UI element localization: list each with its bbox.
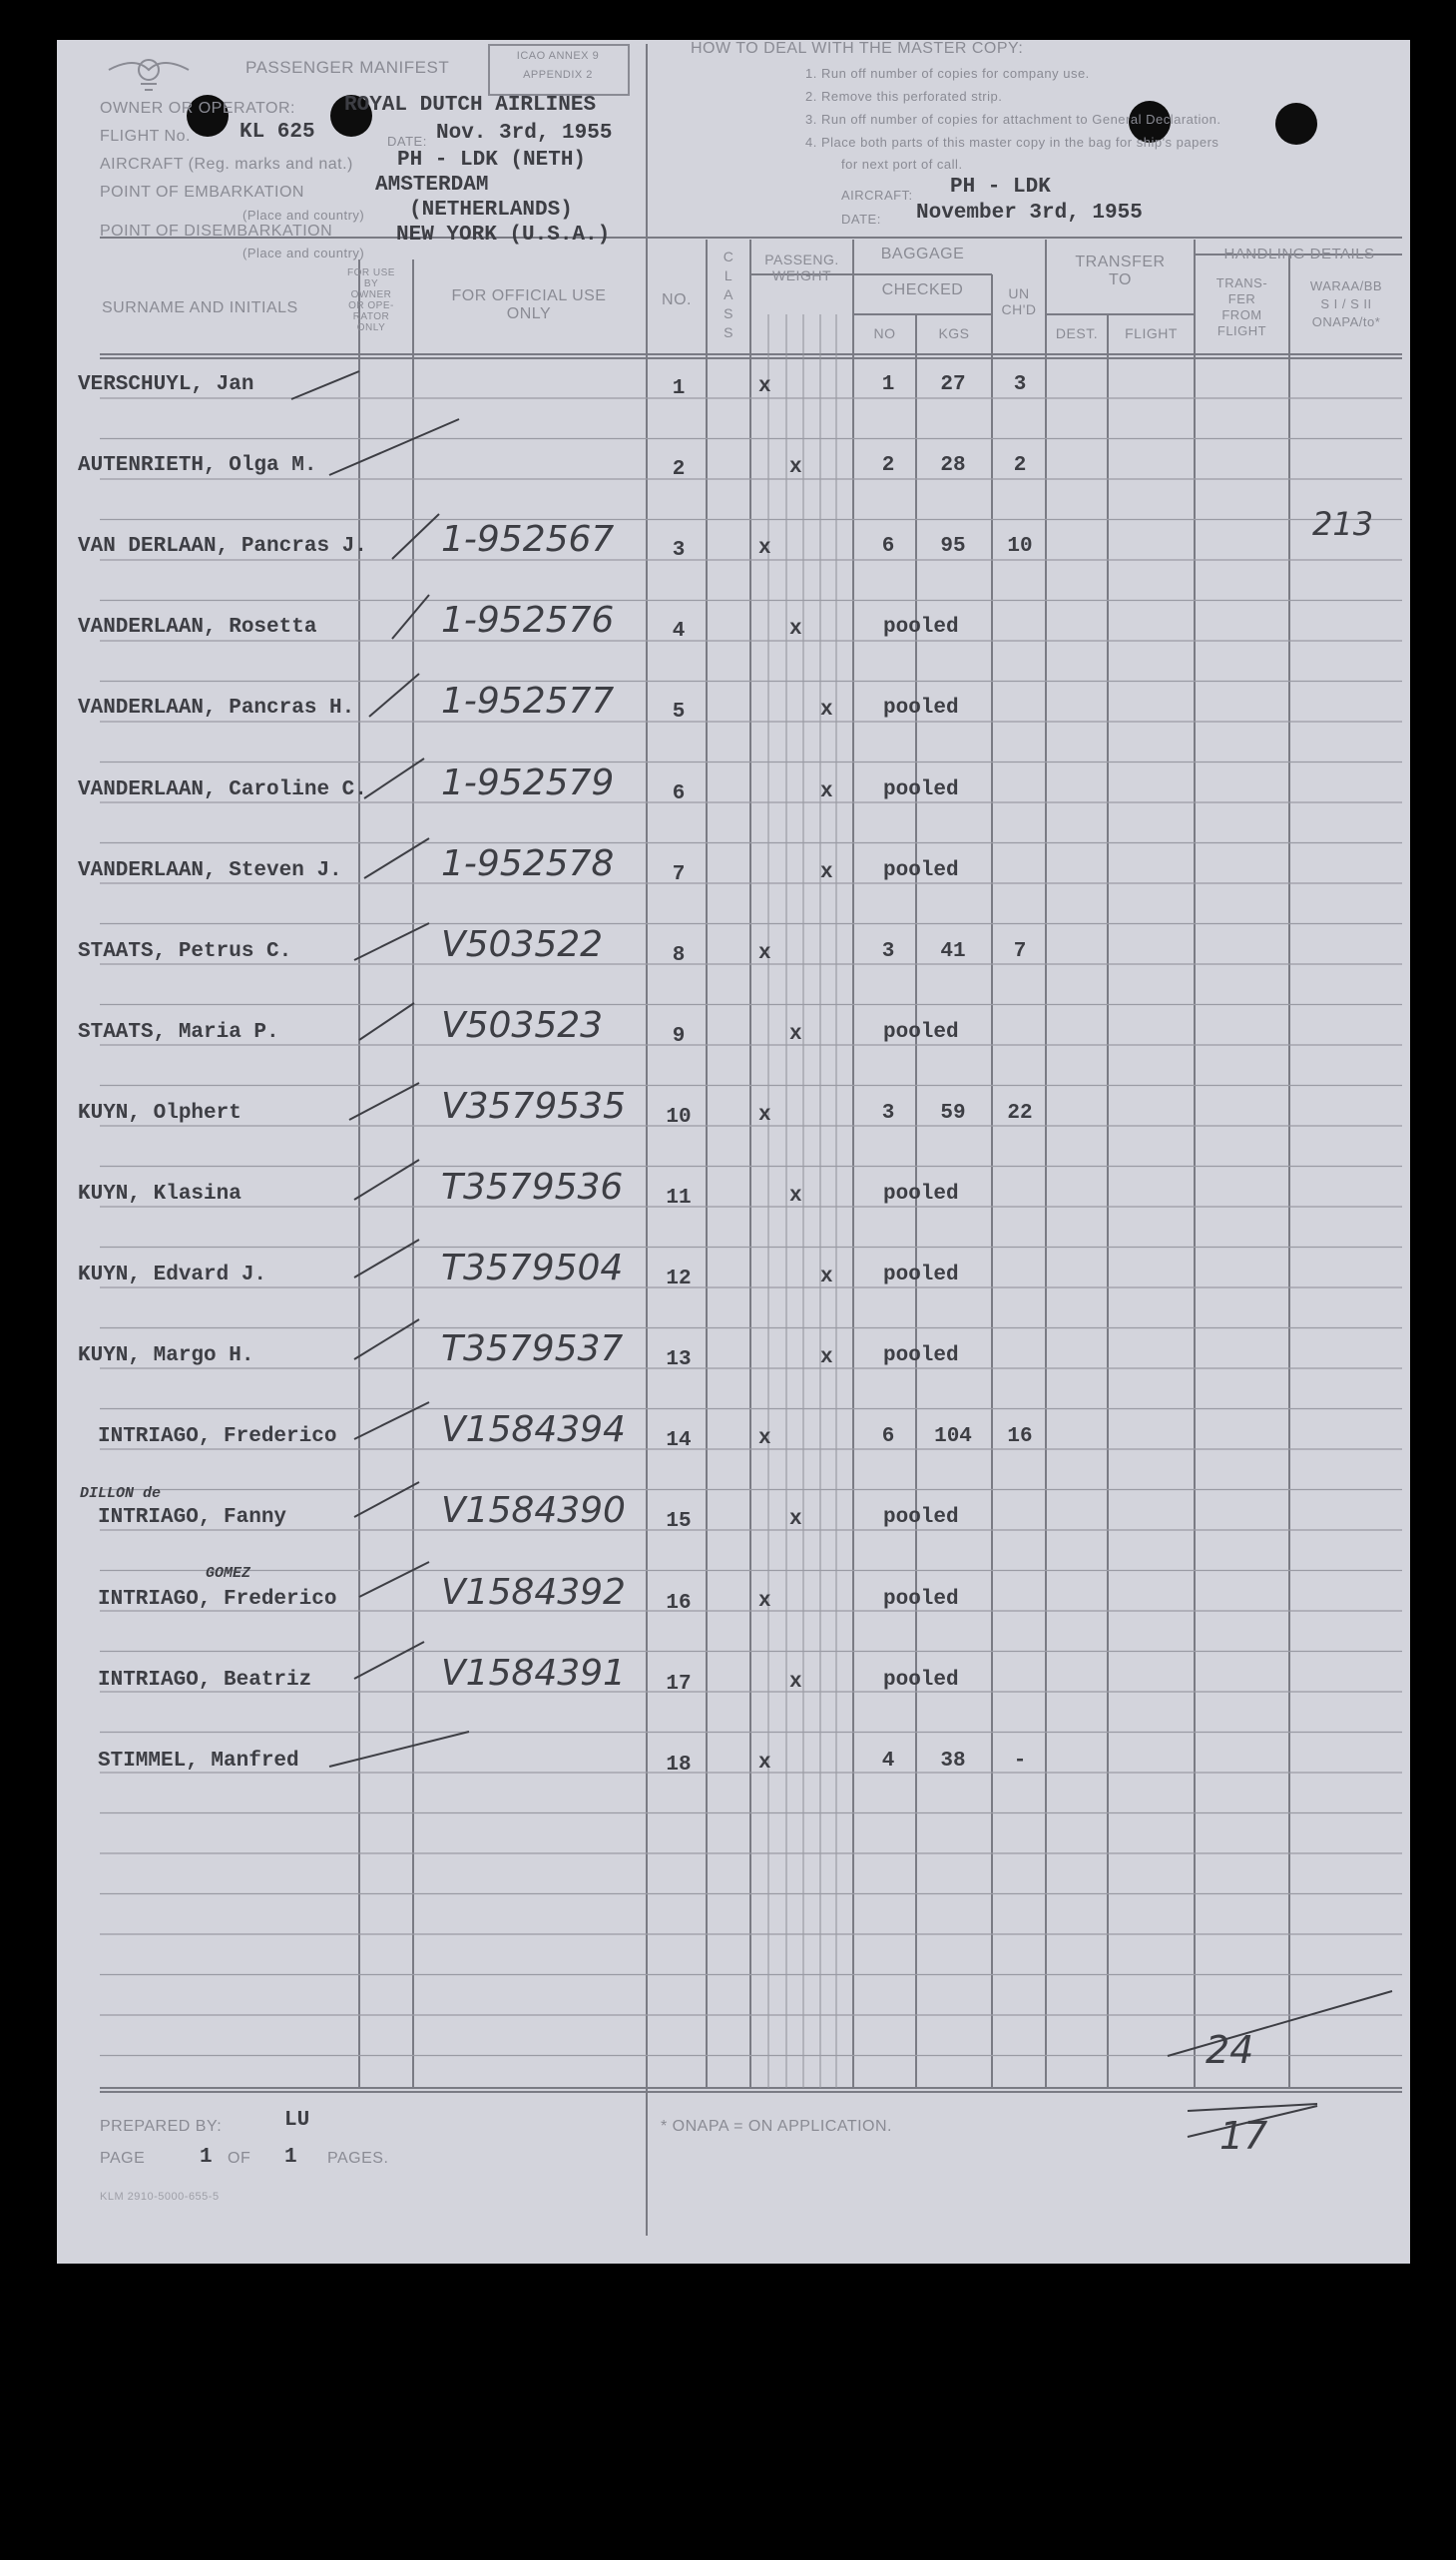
- unchecked-count: 10: [1007, 535, 1033, 559]
- col-transfer: TRANSFER TO: [1075, 254, 1166, 288]
- weight-mark: x: [820, 1346, 833, 1370]
- form-title: PASSENGER MANIFEST: [245, 58, 450, 77]
- passenger-name: INTRIAGO, Beatriz: [98, 1668, 312, 1692]
- baggage-pooled: pooled: [883, 1587, 959, 1611]
- baggage-count: 3: [881, 939, 895, 963]
- form-code: KLM 2910-5000-655-5: [100, 2191, 220, 2203]
- passenger-name: AUTENRIETH, Olga M.: [78, 454, 317, 478]
- embarkation-value: AMSTERDAM: [375, 174, 489, 197]
- baggage-pooled: pooled: [883, 1344, 959, 1368]
- unchecked-count: 16: [1007, 1425, 1033, 1449]
- baggage-count: 6: [881, 1425, 895, 1449]
- baggage-kgs: 95: [940, 535, 966, 559]
- baggage-count: 3: [881, 1101, 895, 1125]
- owner-value: ROYAL DUTCH AIRLINES: [344, 94, 597, 117]
- document-number: 1-952579: [441, 762, 615, 803]
- passenger-name: KUYN, Margo H.: [78, 1344, 254, 1368]
- baggage-pooled: pooled: [883, 1668, 959, 1692]
- document-number: 1-952567: [441, 519, 615, 561]
- baggage-count: 1: [881, 373, 895, 396]
- icao-reference-line1: ICAO ANNEX 9: [516, 50, 600, 62]
- weight-mark: x: [758, 537, 771, 561]
- col-checked-kgs: KGS: [938, 325, 970, 341]
- row-number: 7: [672, 862, 686, 886]
- flight-label: FLIGHT No.: [100, 128, 191, 145]
- flight-value: KL 625: [240, 121, 315, 144]
- baggage-count: 6: [881, 535, 895, 559]
- document-number: V1584390: [441, 1490, 626, 1532]
- weight-mark: x: [789, 456, 802, 480]
- baggage-kgs: 41: [940, 939, 966, 963]
- master-aircraft-label: AIRCRAFT:: [841, 188, 913, 203]
- col-dest: DEST.: [1055, 325, 1099, 341]
- row-number: 13: [666, 1348, 692, 1372]
- passenger-name: VANDERLAAN, Pancras H.: [78, 697, 355, 721]
- col-unchecked: UN CH'D: [1001, 285, 1037, 317]
- unchecked-count: 2: [1013, 454, 1027, 478]
- row-number: 2: [672, 458, 686, 482]
- document-number: T3579537: [441, 1328, 624, 1370]
- embarkation-label: POINT OF EMBARKATION: [100, 184, 304, 201]
- instruction-3: 3. Run off number of copies for attachment to General Declaration.: [805, 112, 1221, 127]
- baggage-pooled: pooled: [883, 858, 959, 882]
- baggage-pooled: pooled: [883, 1020, 959, 1044]
- aircraft-label: AIRCRAFT (Reg. marks and nat.): [100, 156, 353, 173]
- instructions-title: HOW TO DEAL WITH THE MASTER COPY:: [691, 40, 1024, 57]
- weight-mark: x: [789, 1508, 802, 1532]
- row-number: 14: [666, 1429, 692, 1453]
- weight-mark: x: [758, 375, 771, 398]
- airline-logo: [105, 48, 193, 94]
- instruction-4: 4. Place both parts of this master copy in the bag for ship's papers: [805, 135, 1219, 150]
- document-number: 1-952578: [441, 842, 615, 884]
- passenger-name: STAATS, Petrus C.: [78, 939, 292, 963]
- passenger-name: KUYN, Klasina: [78, 1183, 242, 1206]
- passenger-name: VANDERLAAN, Caroline C.: [78, 777, 367, 801]
- document-number: V503523: [441, 1004, 604, 1046]
- instruction-1: 1. Run off number of copies for company use.: [805, 66, 1090, 81]
- instruction-2: 2. Remove this perforated strip.: [805, 89, 1003, 104]
- document-number: V1584392: [441, 1571, 626, 1613]
- col-flight: FLIGHT: [1125, 325, 1178, 341]
- master-aircraft-value: PH - LDK: [950, 176, 1051, 199]
- passenger-name: KUYN, Edvard J.: [78, 1264, 267, 1287]
- baggage-pooled: pooled: [883, 616, 959, 640]
- passenger-name: VAN DERLAAN, Pancras J.: [78, 535, 367, 559]
- weight-mark: x: [789, 618, 802, 642]
- baggage-count: 2: [881, 454, 895, 478]
- document-number: T3579504: [441, 1248, 624, 1289]
- col-passenger-weight: PASSENG. WEIGHT: [764, 252, 839, 283]
- date-label: DATE:: [387, 134, 427, 149]
- col-baggage: BAGGAGE: [880, 246, 965, 262]
- owner-label: OWNER OR OPERATOR:: [100, 100, 295, 117]
- baggage-pooled: pooled: [883, 777, 959, 801]
- document-number: V503522: [441, 923, 604, 965]
- row-number: 1: [672, 377, 686, 400]
- of-label: OF: [228, 2150, 251, 2167]
- passenger-name: STIMMEL, Manfred: [98, 1749, 299, 1773]
- page-label: PAGE: [100, 2150, 146, 2167]
- icao-reference-line2: APPENDIX 2: [523, 69, 593, 81]
- passenger-name: VANDERLAAN, Steven J.: [78, 858, 342, 882]
- col-class: C L A S S: [723, 249, 734, 340]
- master-date-label: DATE:: [841, 212, 881, 227]
- document-number: V1584391: [441, 1652, 626, 1694]
- col-official-use: FOR OFFICIAL USE ONLY: [451, 287, 607, 322]
- prepared-by-label: PREPARED BY:: [100, 2118, 223, 2135]
- weight-mark: x: [789, 1670, 802, 1694]
- prepared-by-value: LU: [284, 2109, 310, 2132]
- baggage-pooled: pooled: [883, 1264, 959, 1287]
- annotation-frederico-suffix: GOMEZ: [206, 1565, 251, 1582]
- baggage-kgs: 28: [940, 454, 966, 478]
- page-number: 1: [200, 2146, 213, 2169]
- weight-mark: x: [789, 1022, 802, 1046]
- col-checked: CHECKED: [881, 281, 964, 298]
- unchecked-count: 22: [1007, 1101, 1033, 1125]
- weight-mark: x: [758, 1427, 771, 1451]
- pages-label: PAGES.: [327, 2150, 389, 2167]
- row-number: 4: [672, 620, 686, 644]
- col-transfer-from-flight: TRANS- FER FROM FLIGHT: [1215, 275, 1268, 338]
- disembarkation-value: NEW YORK (U.S.A.): [396, 224, 611, 247]
- document-number: 1-952577: [441, 681, 615, 723]
- col-waraa: WARAA/BB S I / S II ONAPA/to*: [1309, 278, 1383, 329]
- embarkation-country: (NETHERLANDS): [409, 199, 573, 222]
- master-date-value: November 3rd, 1955: [916, 202, 1143, 225]
- row-number: 8: [672, 943, 686, 967]
- weight-mark: x: [758, 1751, 771, 1775]
- row-number: 16: [666, 1591, 692, 1615]
- annotation-total-bottom: 17: [1219, 2114, 1268, 2158]
- handling-code: 213: [1312, 505, 1374, 544]
- passenger-name: INTRIAGO, Frederico: [98, 1425, 337, 1449]
- col-owner-use: FOR USE BY OWNER OR OPE- RATOR ONLY: [347, 267, 395, 333]
- weight-mark: x: [820, 699, 833, 723]
- passenger-name: STAATS, Maria P.: [78, 1020, 279, 1044]
- col-checked-no: NO: [873, 325, 896, 341]
- weight-mark: x: [820, 860, 833, 884]
- weight-mark: x: [789, 1185, 802, 1208]
- col-surname: SURNAME AND INITIALS: [102, 299, 298, 316]
- baggage-kgs: 27: [940, 373, 966, 396]
- page-total: 1: [284, 2146, 297, 2169]
- baggage-count: 4: [881, 1749, 895, 1773]
- document-number: T3579536: [441, 1167, 624, 1208]
- document-number: V1584394: [441, 1409, 626, 1451]
- baggage-pooled: pooled: [883, 1506, 959, 1530]
- weight-mark: x: [820, 779, 833, 803]
- weight-mark: x: [758, 941, 771, 965]
- row-number: 10: [666, 1105, 692, 1129]
- row-number: 11: [666, 1187, 692, 1210]
- col-handling-details: HANDLING DETAILS: [1223, 246, 1375, 262]
- passenger-name: INTRIAGO, Fanny: [98, 1506, 287, 1530]
- baggage-kgs: 59: [940, 1101, 966, 1125]
- document-number: V3579535: [441, 1085, 626, 1127]
- weight-mark: x: [758, 1103, 771, 1127]
- row-number: 12: [666, 1268, 692, 1291]
- annotation-total-top: 24: [1206, 2028, 1254, 2072]
- passenger-name: VERSCHUYL, Jan: [78, 373, 254, 396]
- passenger-name: KUYN, Olphert: [78, 1101, 242, 1125]
- row-number: 9: [672, 1024, 686, 1048]
- place-country-hint: (Place and country): [243, 208, 365, 223]
- baggage-pooled: pooled: [883, 697, 959, 721]
- row-number: 5: [672, 701, 686, 725]
- unchecked-count: 3: [1013, 373, 1027, 396]
- disembarkation-label: POINT OF DISEMBARKATION: [100, 223, 333, 240]
- document-number: 1-952576: [441, 600, 615, 642]
- place-country-hint: (Place and country): [243, 246, 365, 260]
- unchecked-count: -: [1013, 1749, 1027, 1773]
- weight-mark: x: [820, 1266, 833, 1289]
- annotation-fanny-prefix: DILLON de: [80, 1485, 162, 1502]
- aircraft-value: PH - LDK (NETH): [397, 149, 587, 172]
- col-no: NO.: [662, 291, 692, 308]
- baggage-pooled: pooled: [883, 1183, 959, 1206]
- date-value: Nov. 3rd, 1955: [436, 122, 613, 145]
- instruction-4-cont: for next port of call.: [841, 157, 963, 172]
- weight-mark: x: [758, 1589, 771, 1613]
- row-number: 18: [666, 1753, 692, 1777]
- baggage-kgs: 38: [940, 1749, 966, 1773]
- passenger-name: INTRIAGO, Frederico: [98, 1587, 337, 1611]
- row-number: 17: [666, 1672, 692, 1696]
- row-number: 15: [666, 1510, 692, 1534]
- row-number: 6: [672, 781, 686, 805]
- onapa-note: * ONAPA = ON APPLICATION.: [661, 2118, 892, 2135]
- unchecked-count: 7: [1013, 939, 1027, 963]
- baggage-kgs: 104: [934, 1425, 972, 1449]
- passenger-name: VANDERLAAN, Rosetta: [78, 616, 317, 640]
- row-number: 3: [672, 539, 686, 563]
